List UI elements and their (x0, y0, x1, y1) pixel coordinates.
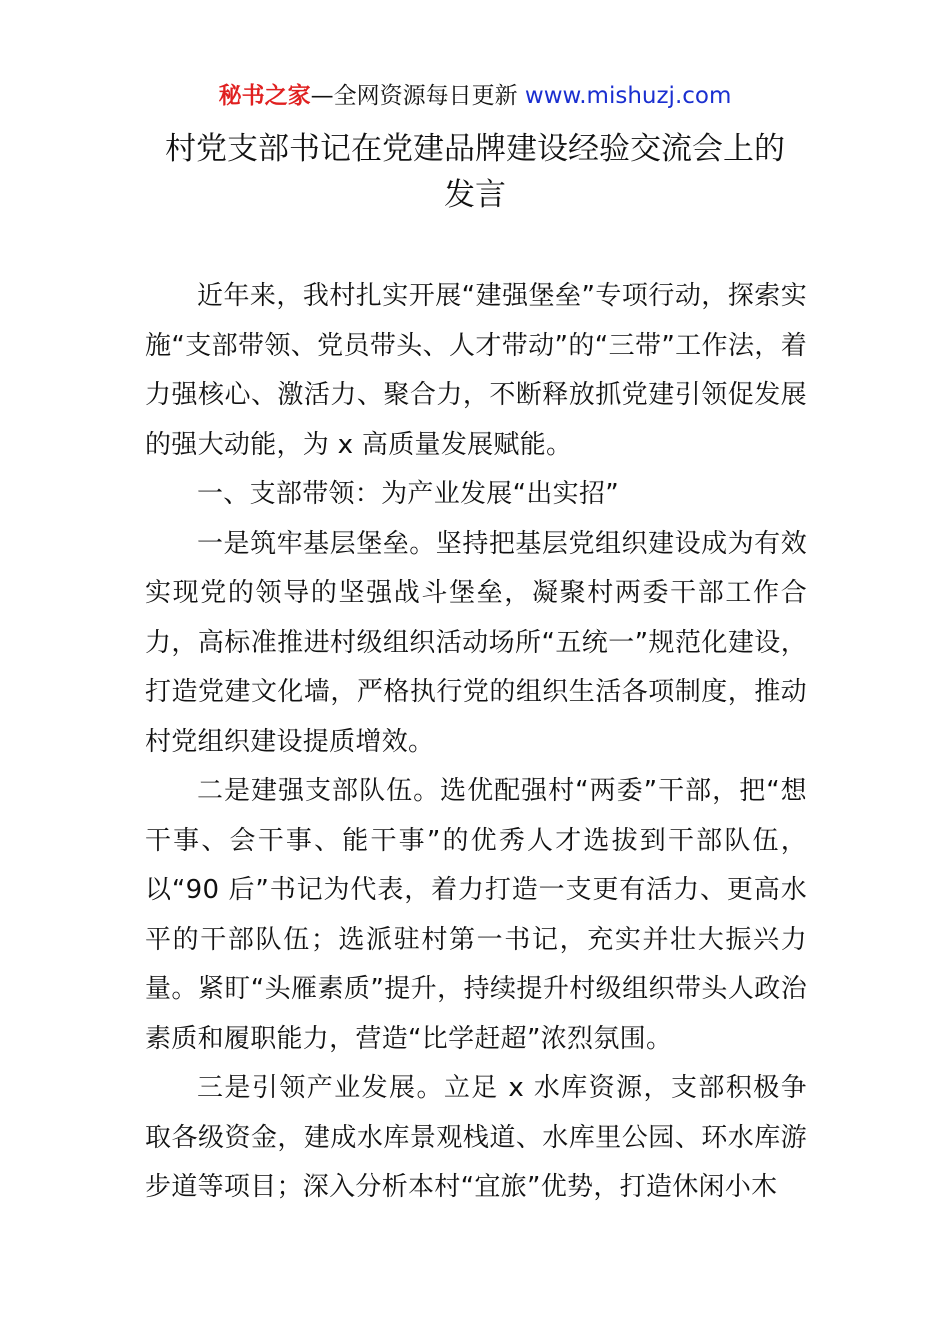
site-tagline: —全网资源每日更新 (310, 83, 525, 109)
title-line-2: 发言 (444, 177, 506, 213)
site-url-link[interactable]: www.mishuzj.com (524, 83, 732, 109)
paragraph-point-2: 二是建强支部队伍。选优配强村“两委”干部，把“想干事、会干事、能干事”的优秀人才选拔到干部队伍，以“90 后”书记为代表，着力打造一支更有活力、更高水平的干部队伍；选派驻村第一书记，充实并壮大振兴力量。紧盯“头雁素质”提升，持续提升村级组织带头人政治素质和履职能力，营造“比学赶超”浓烈氛围。 (145, 776, 807, 1054)
paragraph-point-1: 一是筑牢基层堡垒。坚持把基层党组织建设成为有效实现党的领导的坚强战斗堡垒，凝聚村两委干部工作合力，高标准推进村级组织活动场所“五统一”规范化建设，打造党建文化墙，严格执行党的组织生活各项制度，推动村党组织建设提质增效。 (145, 528, 807, 757)
document-body (145, 272, 807, 1213)
site-brand: 秘书之家 (218, 83, 311, 109)
site-header (0, 80, 950, 112)
document-title (120, 126, 830, 218)
section-heading-1: 一、支部带领：为产业发展“出实招” (197, 479, 620, 509)
paragraph-point-3: 三是引领产业发展。立足 x 水库资源，支部积极争取各级资金，建成水库景观栈道、水库里公园、环水库游步道等项目；深入分析本村“宜旅”优势，打造休闲小木 (145, 1073, 807, 1202)
title-line-1: 村党支部书记在党建品牌建设经验交流会上的 (165, 131, 785, 167)
paragraph-intro: 近年来，我村扎实开展“建强堡垒”专项行动，探索实施“支部带领、党员带头、人才带动”的“三带”工作法，着力强核心、激活力、聚合力，不断释放抓党建引领促发展的强大动能，为 x 高质量发展赋能。 (145, 281, 807, 460)
